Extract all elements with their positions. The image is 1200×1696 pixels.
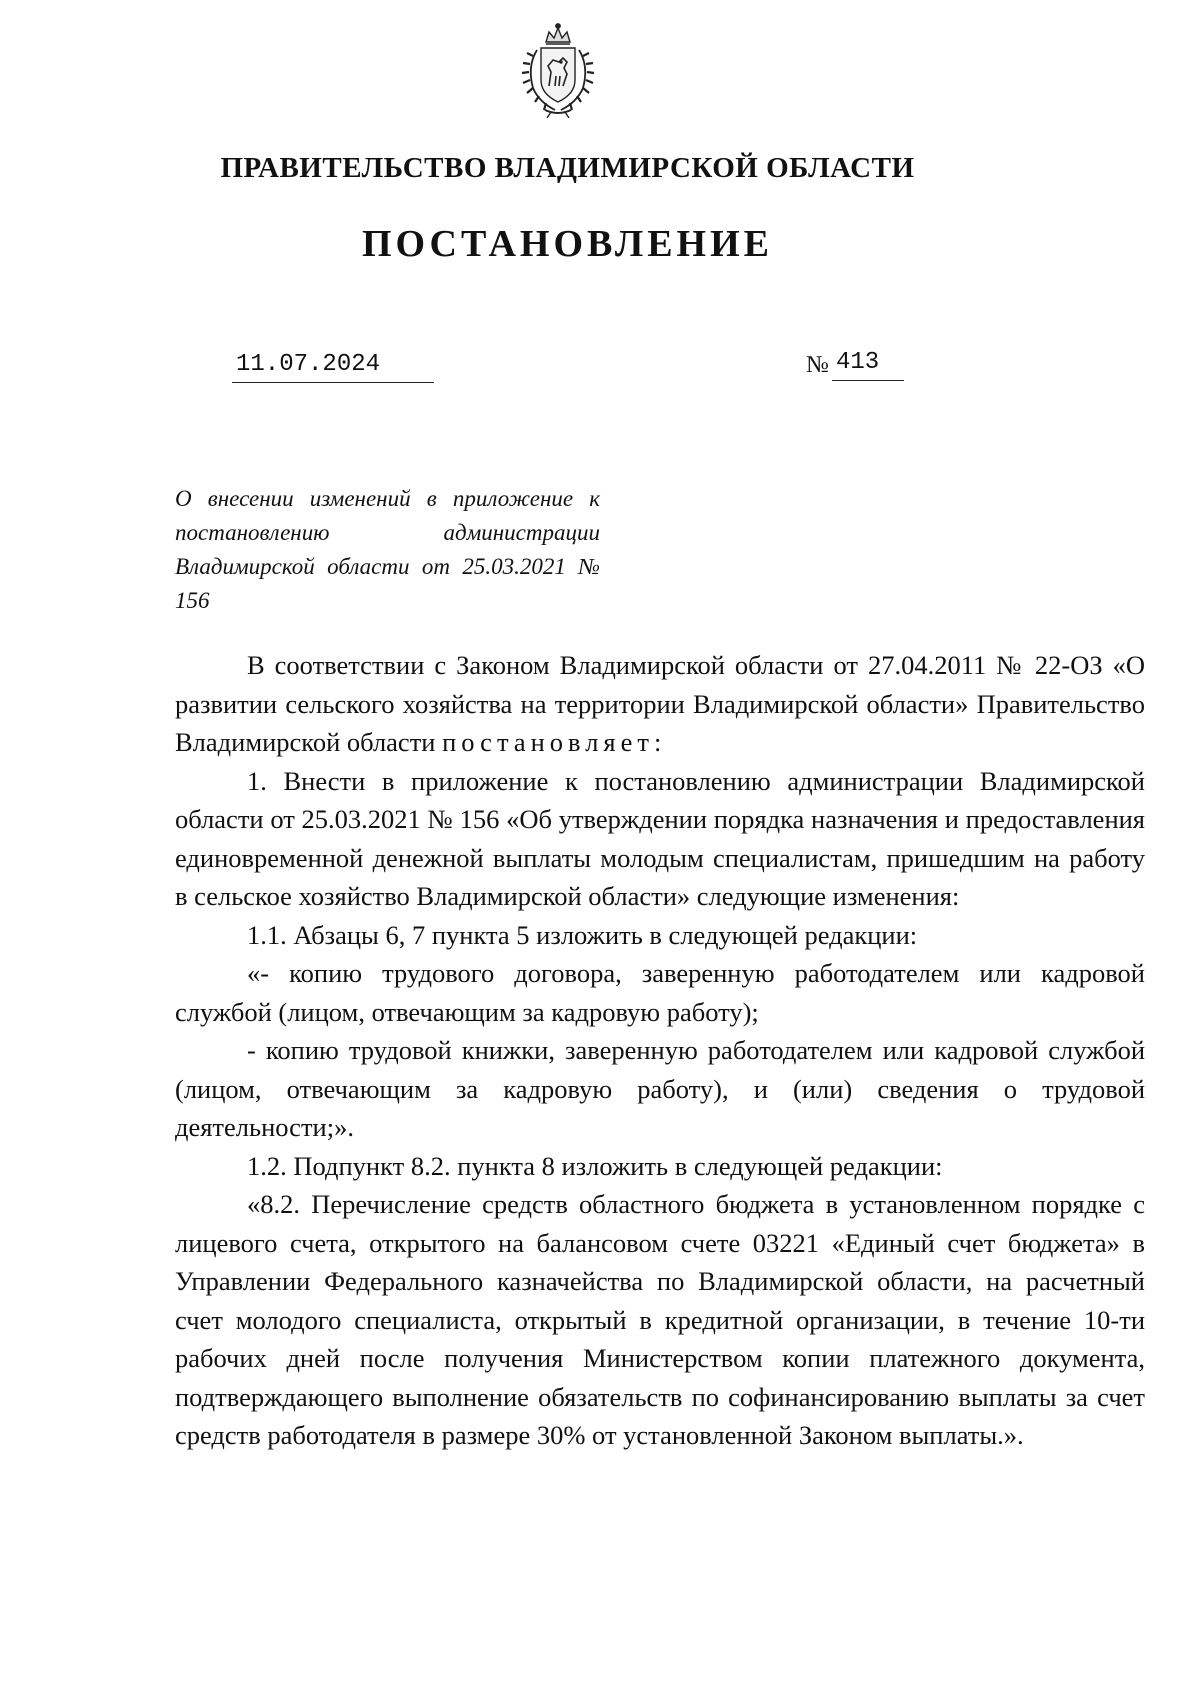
body-paragraph-5: 1.2. Подпункт 8.2. пункта 8 изложить в следующей редакции:: [247, 1150, 943, 1181]
body-paragraph-4: - копию трудовой книжки, заверенную работодателем или кадровой службой (лицом, отвечающим за кадровую работу), и (или) сведения о трудовой деятельности;».: [175, 1035, 1145, 1142]
body-intro: [175, 646, 1145, 762]
body-paragraph-3: «- копию трудового договора, заверенную работодателем или кадровой службой (лицом, отвечающим за кадровую работу);: [175, 958, 1145, 1027]
coat-of-arms-icon: [515, 22, 601, 118]
document-number-label: №: [806, 352, 829, 378]
document-subject: О внесении изменений в приложение к постановлению администрации Владимирской области от 25.03.2021 № 156: [175, 486, 600, 613]
document-type-title: ПОСТАНОВЛЕНИЕ: [361, 223, 774, 265]
body-paragraph-1: 1. Внести в приложение к постановлению администрации Владимирской области от 25.03.2021 № 156 «Об утверждении порядка назначения и предоставления единовременной денежной выплаты молодым специалистам, пришедшим на работу в сельское хозяйство Владимирской области» следующие изменения:: [175, 765, 1145, 911]
body-paragraph-2: 1.1. Абзацы 6, 7 пункта 5 изложить в следующей редакции:: [247, 919, 918, 950]
body-intro-text: В соответствии с Законом Владимирской области от 27.04.2011 № 22-ОЗ «О развитии сельского хозяйства на территории Владимирской области» Правительство Владимирской области: [175, 650, 1145, 757]
government-name: ПРАВИТЕЛЬСТВО ВЛАДИМИРСКОЙ ОБЛАСТИ: [220, 152, 915, 184]
document-date: 11.07.2024: [232, 352, 434, 383]
document-body: [175, 646, 1145, 1455]
body-paragraph-6: «8.2. Перечисление средств областного бюджета в установленном порядке с лицевого счета, открытого на балансовом счете 03221 «Единый счет бюджета» в Управлении Федерального казначейства по Владимирской области, на расчетный счет молодого специалиста, открытый в кредитной организации, в течение 10-ти рабочих дней после получения Министерством копии платежного документа, подтверждающего выполнение обязательств по софинансированию выплаты за счет средств работодателя в размере 30% от установленной Законом выплаты.».: [175, 1189, 1145, 1450]
document-number: 413: [832, 350, 904, 381]
body-intro-verb: постановляет:: [442, 727, 667, 757]
